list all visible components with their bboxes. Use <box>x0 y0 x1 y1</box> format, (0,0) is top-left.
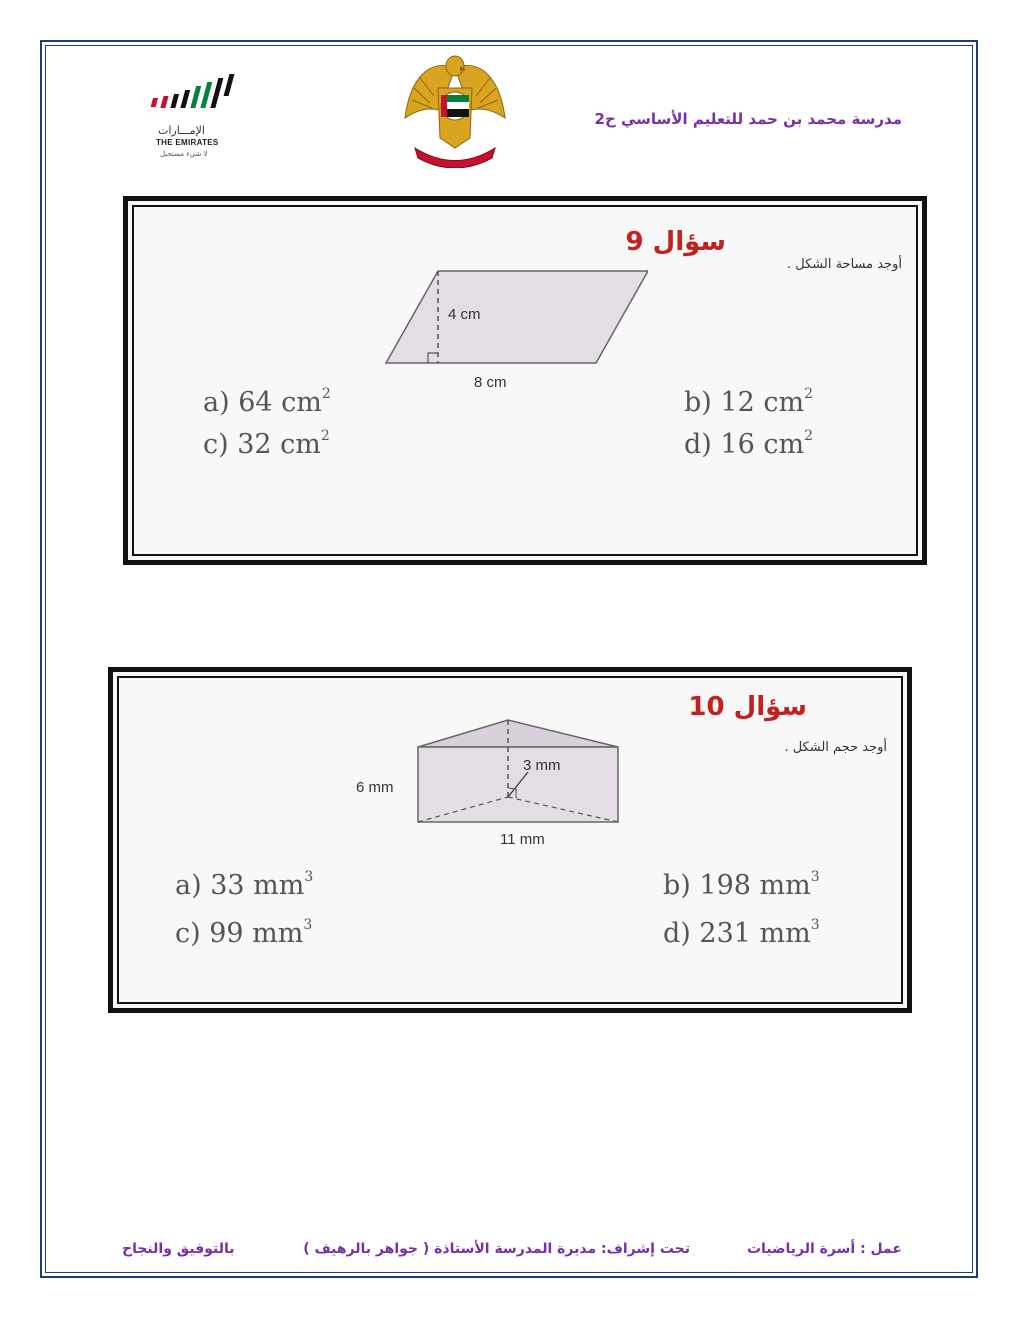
prism-height-label: 6 mm <box>356 779 394 796</box>
emirates-logo <box>150 72 250 162</box>
question-10-option-d[interactable]: d) 231 $mm^3$ <box>663 917 820 949</box>
prism-base-label: 11 mm <box>500 831 545 848</box>
question-9-option-a[interactable]: a) 64 $cm^2$ <box>203 386 331 418</box>
school-name: مدرسة محمد بن حمد للتعليم الأساسي ح2 <box>594 110 902 128</box>
uae-emblem-icon <box>400 48 510 168</box>
emirates-bars-icon <box>150 72 250 124</box>
footer-wish: بالتوفيق والنجاح <box>122 1241 235 1257</box>
parallelogram-height-label: 4 cm <box>448 306 481 323</box>
triangular-prism-figure <box>348 712 648 862</box>
question-10-card <box>108 667 912 1013</box>
prism-triangle-height-label: 3 mm <box>523 757 561 774</box>
question-9-option-d[interactable]: d) 16 $cm^2$ <box>684 428 813 460</box>
footer-prepared-by: عمل : أسرة الرياضيات <box>746 1241 902 1257</box>
question-10-option-a[interactable]: a) 33 $mm^3$ <box>175 869 314 901</box>
question-9-option-b[interactable]: b) 12 $cm^2$ <box>684 386 813 418</box>
parallelogram-figure <box>378 267 648 397</box>
footer-supervision: تحت إشراف: مديرة المدرسة الأستاذة ( جواهر بالرهيف ) <box>303 1241 690 1257</box>
question-9-title: سؤال 9 <box>625 227 726 257</box>
question-10-option-c[interactable]: c) 99 $mm^3$ <box>175 917 313 949</box>
question-9-card <box>123 196 927 565</box>
question-10-option-b[interactable]: b) 198 $mm^3$ <box>663 869 820 901</box>
logo-english-text: THE EMIRATES <box>156 138 219 147</box>
question-10-title: سؤال 10 <box>688 692 807 722</box>
logo-arabic-text: الإمـــارات <box>158 124 205 137</box>
logo-tagline: لا شيء مستحيل <box>160 150 208 158</box>
question-9-prompt: أوجد مساحة الشكل . <box>786 257 902 272</box>
question-9-option-c[interactable]: c) 32 $cm^2$ <box>203 428 330 460</box>
question-10-prompt: أوجد حجم الشكل . <box>784 740 887 755</box>
parallelogram-base-label: 8 cm <box>474 374 507 391</box>
